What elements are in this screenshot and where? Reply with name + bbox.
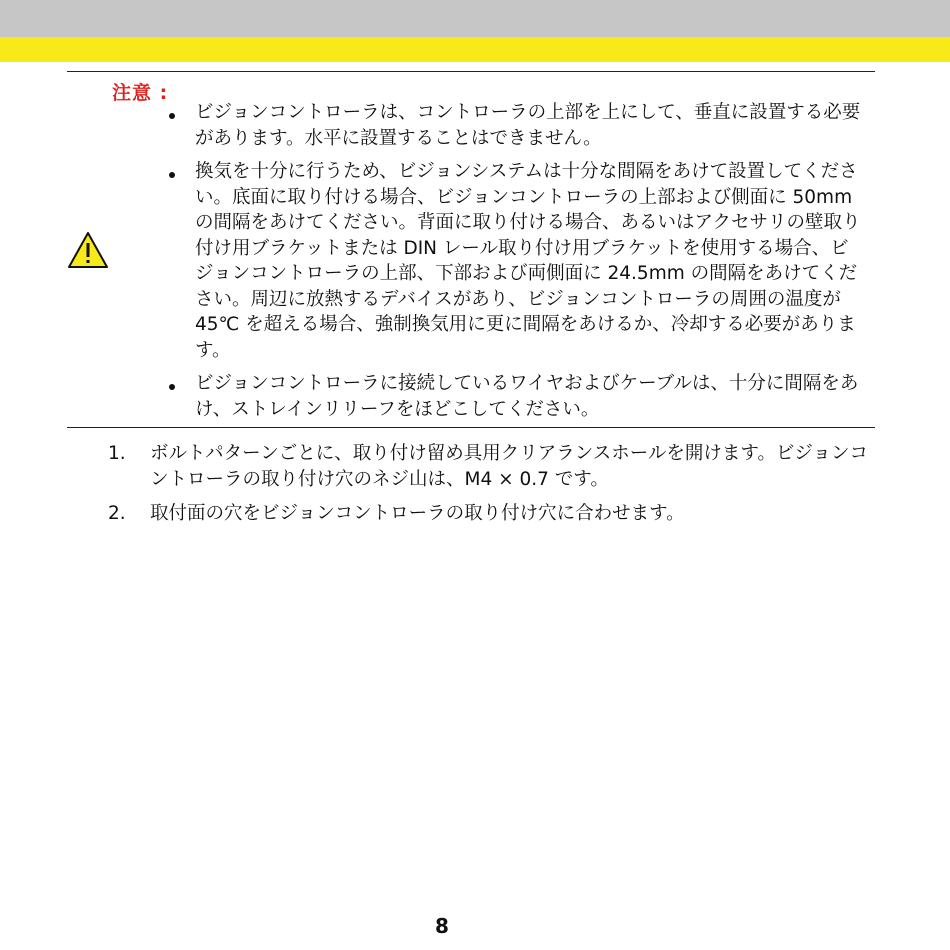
procedure-steps	[108, 441, 868, 536]
caution-bullet-list	[165, 100, 865, 430]
page-number: 8	[435, 914, 449, 938]
step-number: 2.	[108, 503, 126, 524]
bullet-dot-icon	[169, 172, 175, 178]
caution-bullet-text: ビジョンコントローラに接続しているワイヤおよびケーブルは、十分に間隔をあけ、ストレインリリーフをほどこしてください。	[195, 373, 859, 420]
header-yellow-band	[0, 37, 950, 62]
bullet-dot-icon	[169, 113, 175, 119]
warning-triangle-icon	[67, 230, 109, 270]
caution-bullet-item	[165, 371, 865, 422]
caution-bullet-text: ビジョンコントローラは、コントローラの上部を上にして、垂直に設置する必要があります。水平に設置することはできません。	[195, 102, 861, 149]
bullet-dot-icon	[169, 384, 175, 390]
caution-bullet-text: 換気を十分に行うため、ビジョンシステムは十分な間隔をあけて設置してください。底面に取り付ける場合、ビジョンコントローラの上部および側面に 50mm の間隔をあけてください。背面に取り付ける場合、あるいはアクセサリの壁取り付け用ブラケットまたは DIN レール取り付け用ブラケットを使用する場合、ビジョンコントローラの上部、下部および両側面に 24.5mm の間隔をあけてください。周辺に放熱するデバイスがあり、ビジョンコントローラの周囲の温度が 45℃ を超える場合、強制換気用に更に間隔をあけるか、冷却する必要があります。	[195, 161, 861, 361]
step-text: ボルトパターンごとに、取り付け留め具用クリアランスホールを開けます。ビジョンコントローラの取り付け穴のネジ山は、M4 × 0.7 です。	[150, 443, 868, 490]
procedure-step	[108, 501, 868, 527]
step-text: 取付面の穴をビジョンコントローラの取り付け穴に合わせます。	[150, 503, 685, 524]
caution-bullet-item	[165, 100, 865, 151]
caution-bullet-item	[165, 159, 865, 363]
caution-bottom-rule	[67, 427, 875, 428]
header-gray-band	[0, 0, 950, 37]
procedure-step	[108, 441, 868, 492]
caution-label: 注意 :	[112, 82, 169, 104]
caution-top-rule	[67, 71, 875, 72]
step-number: 1.	[108, 443, 126, 464]
